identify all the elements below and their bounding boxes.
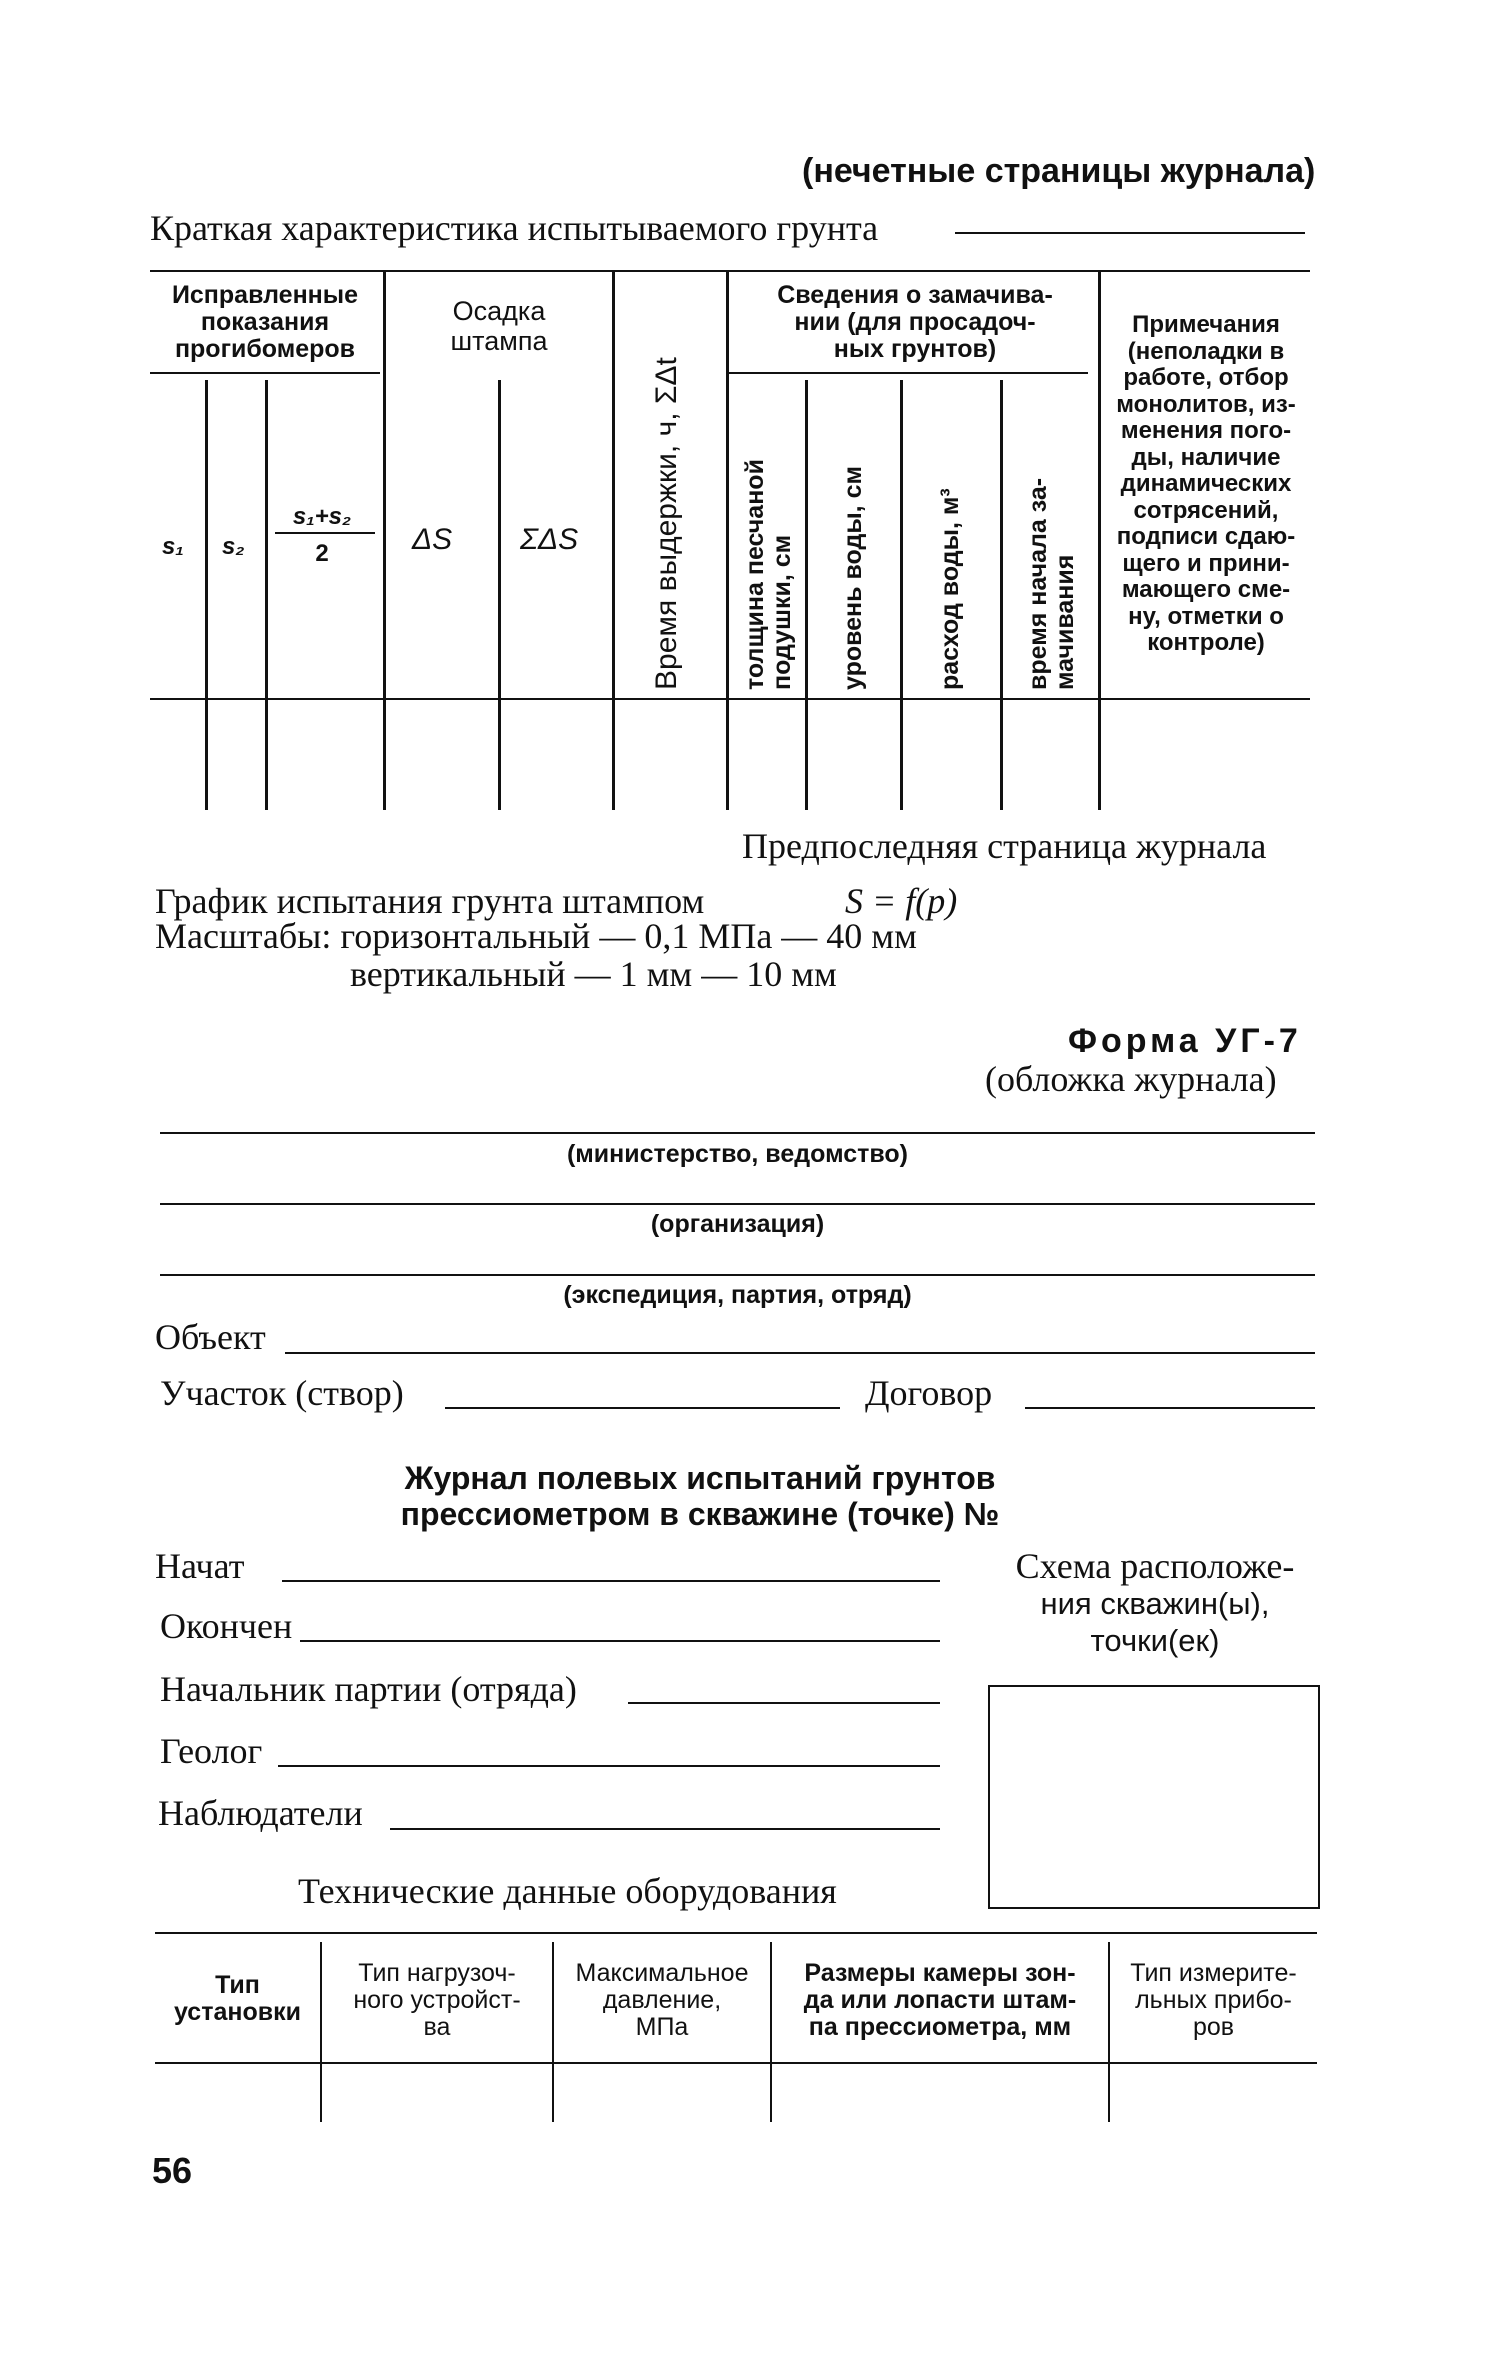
scales-horizontal: Масштабы: горизонтальный — 0,1 МПа — 40 мм: [155, 916, 917, 956]
load-device-header: Тип нагрузоч- ного устройст- ва: [353, 1959, 521, 2041]
expedition-caption: (экспедиция, партия, отряд): [563, 1281, 912, 1309]
ministry-line[interactable]: [160, 1132, 1315, 1134]
delta-s-header: ΔS: [412, 523, 453, 556]
install-type-header: Тип установки: [174, 1971, 301, 2026]
geologist-line[interactable]: [278, 1765, 940, 1767]
started-label: Начат: [155, 1546, 245, 1586]
s2-header: s₂: [222, 533, 245, 560]
page-number: 56: [152, 2150, 193, 2191]
object-label: Объект: [155, 1317, 266, 1357]
sum-delta-s-header: ΣΔS: [520, 523, 579, 556]
contract-line[interactable]: [1025, 1407, 1315, 1409]
graph-title: График испытания грунта штампом: [155, 881, 705, 921]
notes-header: Примечания (неполадки в работе, отбор монолитов, из- менения пого- ды, наличие динамических сотрясений, подписи сдаю- щего и прини- мающего сме- ну, отметки о контроле): [1116, 311, 1296, 656]
finished-line[interactable]: [300, 1640, 940, 1642]
observers-label: Наблюдатели: [158, 1793, 363, 1833]
organization-line[interactable]: [160, 1203, 1315, 1205]
ministry-caption: (министерство, ведомство): [566, 1140, 909, 1168]
soil-characteristic-line: [955, 232, 1305, 234]
avg-numerator: s₁+s₂: [292, 503, 352, 530]
soaking-header: Сведения о замачива- нии (для просадоч- ных грунтов): [777, 281, 1053, 363]
soil-characteristic-label: Краткая характеристика испытываемого грунта: [150, 208, 879, 248]
graph-formula: S = f(p): [845, 881, 958, 921]
avg-fraction-bar: [275, 532, 375, 534]
soak-start-header: время начала за- мачивания: [1024, 477, 1079, 690]
max-pressure-header: Максимальное давление, МПа: [575, 1959, 749, 2041]
object-line[interactable]: [285, 1352, 1315, 1354]
expedition-line[interactable]: [160, 1274, 1315, 1276]
penultimate-page-caption: Предпоследняя страница журнала: [742, 826, 1267, 866]
geologist-label: Геолог: [160, 1731, 263, 1771]
section-line[interactable]: [445, 1407, 840, 1409]
section-label: Участок (створ): [160, 1373, 404, 1413]
water-level-header: уровень воды, см: [839, 466, 867, 690]
settlement-header: Осадка штампа: [450, 296, 548, 356]
corrected-readings-header: Исправленные показания прогибомеров: [171, 281, 359, 363]
finished-label: Окончен: [160, 1606, 293, 1646]
organization-caption: (организация): [650, 1210, 825, 1238]
sand-cushion-header: толщина песчаной подушки, см: [741, 459, 796, 690]
scheme-box[interactable]: [988, 1685, 1320, 1909]
instruments-header: Тип измерите- льных прибо- ров: [1130, 1959, 1297, 2041]
avg-denominator: 2: [315, 540, 329, 567]
equipment-title: Технические данные оборудования: [298, 1871, 837, 1911]
s1-header: s₁: [162, 533, 184, 560]
journal-title-line1: Журнал полевых испытаний грунтов: [404, 1460, 996, 1496]
odd-pages-caption: (нечетные страницы журнала): [802, 152, 1316, 190]
chief-line[interactable]: [628, 1702, 940, 1704]
form-name: Форма УГ-7: [1068, 1022, 1302, 1060]
contract-label: Договор: [865, 1373, 993, 1413]
form-subtitle: (обложка журнала): [985, 1059, 1277, 1099]
observers-line[interactable]: [390, 1828, 940, 1830]
holding-time-header: Время выдержки, ч, ΣΔt: [650, 357, 683, 690]
scheme-caption: Схема расположе- ния скважин(ы), точки(ек): [1015, 1546, 1295, 1658]
journal-title-line2: прессиометром в скважине (точке) №: [400, 1496, 1000, 1532]
started-line[interactable]: [282, 1580, 940, 1582]
chief-label: Начальник партии (отряда): [160, 1669, 577, 1709]
scales-vertical: вертикальный — 1 мм — 10 мм: [350, 954, 837, 994]
water-flow-header: расход воды, м³: [936, 488, 964, 690]
chamber-size-header: Размеры камеры зон- да или лопасти штам- па прессиометра, мм: [803, 1959, 1077, 2041]
